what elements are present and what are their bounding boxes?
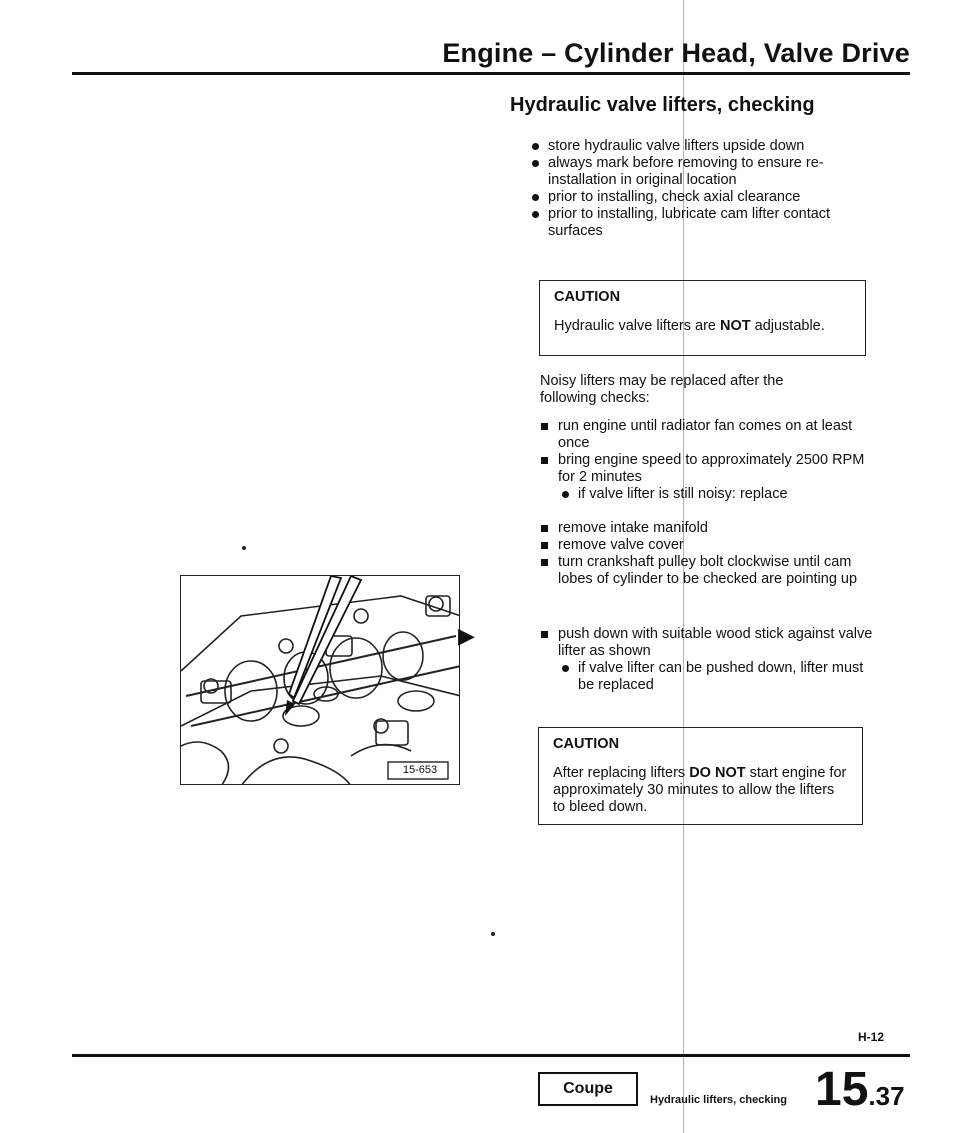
- caution-emphasis: NOT: [720, 318, 751, 334]
- header-rule: [72, 72, 910, 75]
- caution-text-part: Hydraulic valve lifters are: [554, 318, 720, 334]
- scan-speck: [242, 546, 246, 550]
- page-code: H-12: [858, 1030, 885, 1044]
- step-remove-cover: remove valve cover: [538, 537, 873, 554]
- step-engine-speed: bring engine speed to approximately 2500 RPM for 2 minutes: [538, 452, 873, 486]
- caution-text: [554, 318, 851, 335]
- step-run-engine: run engine until radiator fan comes on at least once: [538, 418, 873, 452]
- caution-text: [553, 765, 848, 816]
- intro-bullet-list: [528, 138, 873, 240]
- caution-box-bleed-down: [538, 727, 863, 825]
- page-number: [815, 1062, 905, 1117]
- caution-title: CAUTION: [553, 736, 620, 752]
- noisy-lifters-intro: Noisy lifters may be replaced after the following checks:: [540, 373, 784, 406]
- footer-rule: [72, 1054, 910, 1057]
- camshaft-illustration: [180, 575, 460, 785]
- step-turn-crankshaft: turn crankshaft pulley bolt clockwise until cam lobes of cylinder to be checked are pointing up: [538, 554, 873, 588]
- figure-label: 15-653: [402, 764, 438, 776]
- model-label-box: Coupe: [538, 1072, 638, 1106]
- caution-box-adjustable: [539, 280, 866, 356]
- caution-text-part: adjustable.: [750, 318, 825, 334]
- disassembly-steps-list: [538, 520, 873, 588]
- page-number-major: 15: [815, 1063, 869, 1116]
- intro-bullet-1: store hydraulic valve lifters upside down: [528, 138, 873, 155]
- footer-section-label: Hydraulic lifters, checking: [650, 1094, 787, 1106]
- step-replace-lifter: if valve lifter can be pushed down, lifter must be replaced: [558, 660, 873, 694]
- caution-title: CAUTION: [554, 289, 621, 305]
- caution-text-part: After replacing lifters: [553, 765, 690, 781]
- page-number-minor: .37: [868, 1081, 905, 1111]
- scan-speck: [491, 932, 495, 936]
- camshaft-drawing: [181, 576, 460, 785]
- test-steps-list: [538, 626, 873, 694]
- step-remove-manifold: remove intake manifold: [538, 520, 873, 537]
- page-header-title: Engine – Cylinder Head, Valve Drive: [442, 38, 910, 68]
- intro-bullet-4: prior to installing, lubricate cam lifter contact surfaces: [528, 206, 873, 240]
- step-push-down: push down with suitable wood stick against valve lifter as shown: [538, 626, 873, 660]
- intro-bullet-3: prior to installing, check axial clearance: [528, 189, 873, 206]
- check-steps-list: [538, 418, 873, 503]
- step-still-noisy: if valve lifter is still noisy: replace: [558, 486, 873, 503]
- pointer-arrow-icon: ▶: [458, 623, 475, 648]
- section-title: Hydraulic valve lifters, checking: [510, 94, 815, 116]
- intro-bullet-2: always mark before removing to ensure re-installation in original location: [528, 155, 873, 189]
- caution-text-part: start engine for approximately 30 minutes to allow the lifters to bleed down.: [553, 765, 847, 815]
- caution-emphasis: DO NOT: [689, 765, 746, 781]
